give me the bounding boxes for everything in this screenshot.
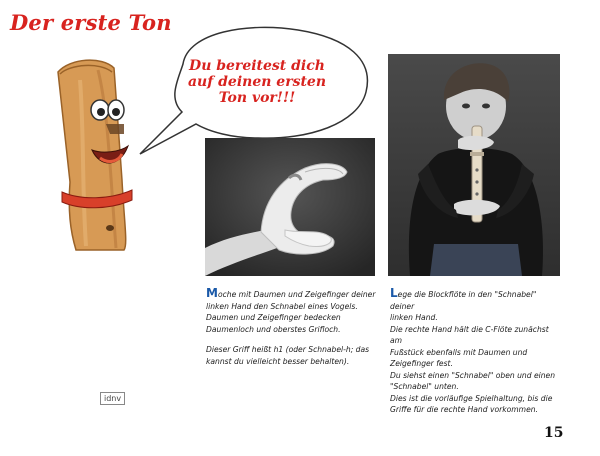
hand-beak-photo	[205, 138, 375, 276]
caption-left-line-6: kannst du vielleicht besser behalten).	[206, 356, 350, 366]
caption-left-line-4: Daumenloch und oberstes Grifloch.	[206, 324, 341, 334]
caption-right-line-3: Die rechte Hand hält die C-Flöte zunächst am	[390, 324, 549, 345]
caption-left-line-5: Dieser Griff heißt h1 (oder Schnabel-h; das	[206, 345, 370, 354]
caption-right-line-7: "Schnabel" unten.	[390, 382, 459, 391]
caption-right-line-1: ege die Blockflöte in den "Schnabel" deiner	[390, 290, 537, 311]
caption-left-line-1: oche mit Daumen und Zeigefinger deiner	[217, 290, 376, 299]
caption-right-line-4: Fußstück ebenfalls mit Daumen und	[390, 347, 528, 357]
watermark-label: idnv	[100, 392, 125, 405]
caption-recorder-instructions	[390, 288, 562, 416]
child-recorder-photo	[388, 54, 560, 276]
page-title: Der erste Ton	[10, 10, 172, 35]
caption-hand-instructions	[206, 288, 378, 367]
bubble-line-2: auf deinen ersten	[187, 74, 327, 90]
caption-right-line-2: linken Hand.	[390, 313, 438, 322]
caption-right-line-5: Zeigefinger fest.	[390, 359, 453, 368]
page-number: 15	[544, 425, 564, 441]
dropcap-l: L	[390, 286, 398, 300]
caption-right-line-6: Du siehst einen "Schnabel" oben und einen	[390, 370, 556, 380]
speech-bubble-text	[172, 58, 342, 106]
bubble-line-1: Du bereitest dich	[189, 58, 325, 74]
caption-left-line-3: Daumen und Zeigefinger bedecken	[206, 313, 341, 322]
bubble-line-3: Ton vor!!!	[218, 90, 296, 106]
caption-left-line-2: linken Hand den Schnabel eines Vogels.	[206, 301, 358, 311]
recorder-character-illustration	[40, 50, 150, 260]
caption-right-line-9: Griffe für die rechte Hand vorkommen.	[390, 405, 538, 414]
caption-right-line-8: Dies ist die vorläufige Spielhaltung, bis die	[390, 393, 553, 403]
dropcap-m: M	[206, 286, 218, 300]
